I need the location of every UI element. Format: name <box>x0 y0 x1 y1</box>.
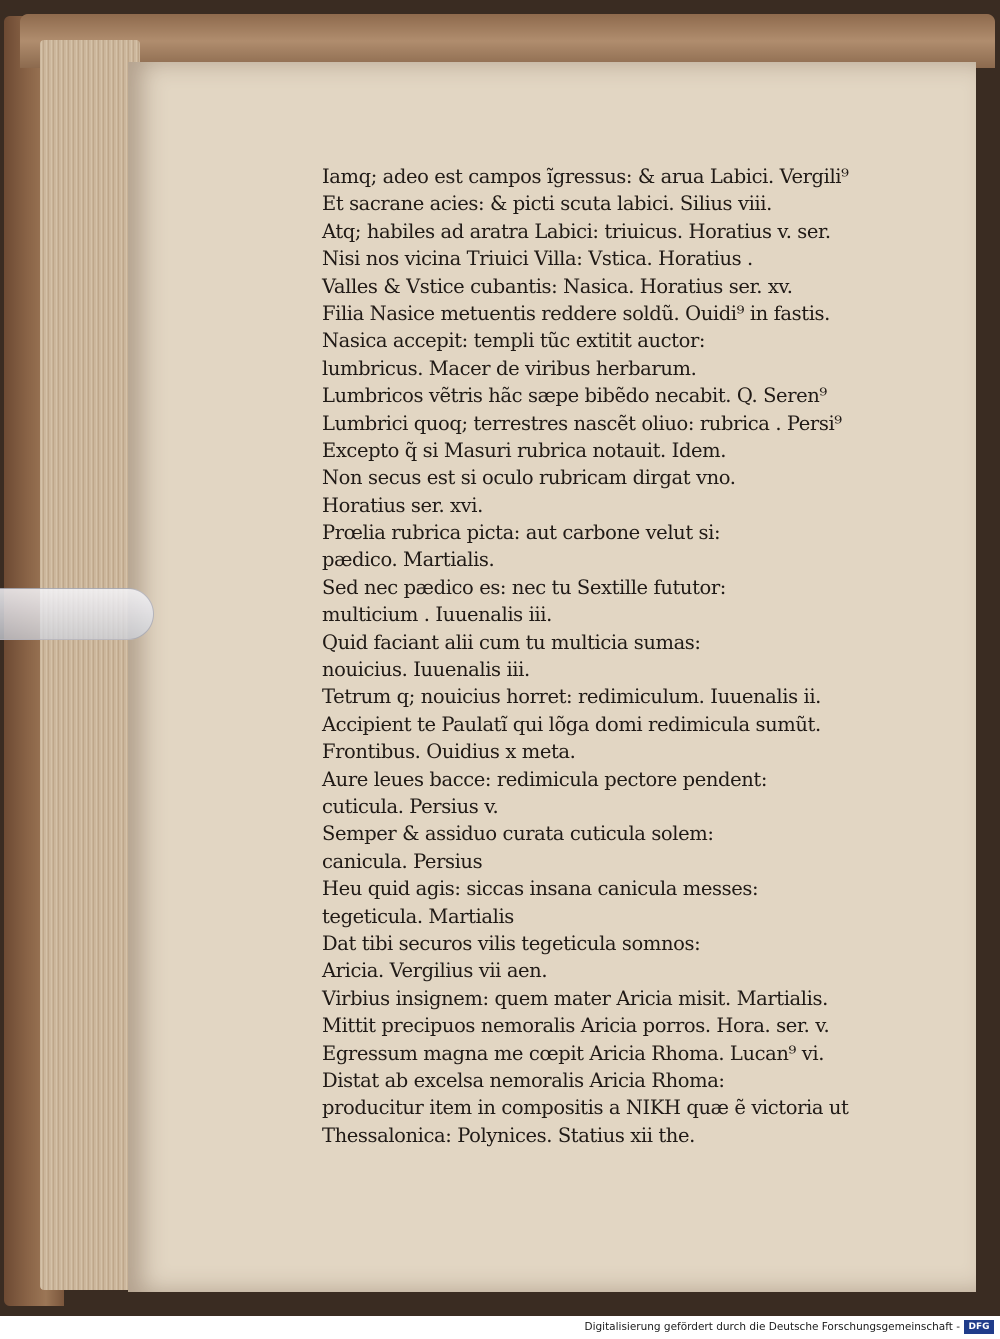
text-line: Mittit precipuos nemoralis Aricia porros. Hora. ser. v. <box>322 1014 830 1038</box>
text-line: lumbricus. Macer de viribus herbarum. <box>322 356 697 380</box>
text-line: Sed nec pædico es: nec tu Sextille fututor: <box>322 575 726 599</box>
funding-credit: Digitalisierung gefördert durch die Deutsche Forschungsgemeinschaft - <box>584 1321 960 1333</box>
text-line: Semper & assiduo curata cuticula solem: <box>322 822 714 846</box>
text-line: Nasica accepit: templi tũc extitit auctor: <box>322 329 706 353</box>
text-line: Quid faciant alii cum tu multicia sumas: <box>322 630 701 654</box>
text-line: nouicius. Iuuenalis iii. <box>322 658 530 682</box>
text-line: Aure leues bacce: redimicula pectore pendent: <box>322 767 768 791</box>
text-line: Frontibus. Ouidius x meta. <box>322 740 576 764</box>
dfg-logo[interactable]: DFG <box>964 1320 994 1334</box>
text-line: Iamq; adeo est campos ĩgressus: & arua Labici. Vergili⁹ <box>322 165 849 188</box>
text-line: Atq; habiles ad aratra Labici: triuicus. Horatius v. ser. <box>322 219 831 243</box>
text-line: Et sacrane acies: & picti scuta labici. Silius viii. <box>322 192 772 216</box>
text-line: Distat ab excelsa nemoralis Aricia Rhoma: <box>322 1068 725 1092</box>
text-line: tegeticula. Martialis <box>322 904 514 928</box>
page-edges <box>40 40 140 1290</box>
text-line: Egressum magna me cœpit Aricia Rhoma. Lucan⁹ vi. <box>322 1041 825 1065</box>
text-line: Non secus est si oculo rubricam dirgat vno. <box>322 466 736 490</box>
text-line: Aricia. Vergilius vii aen. <box>322 959 548 983</box>
text-line: Accipient te Paulatĩ qui lõga domi redimicula sumũt. <box>322 712 821 736</box>
text-line: Nisi nos vicina Triuici Villa: Vstica. Horatius . <box>322 247 753 271</box>
text-line: producitur item in compositis a ΝΙΚΗ quæ ẽ victoria ut <box>322 1096 849 1120</box>
text-line: Excepto q̃ si Masuri rubrica notauit. Idem. <box>322 438 727 462</box>
text-line: Lumbricos vẽtris hãc sæpe bibẽdo necabit. Q. Seren⁹ <box>322 384 827 408</box>
text-line: Prœlia rubrica picta: aut carbone velut si: <box>322 521 721 545</box>
text-line: cuticula. Persius v. <box>322 794 499 818</box>
text-line: Tetrum q; nouicius horret: redimiculum. Iuuenalis ii. <box>322 685 821 709</box>
text-line: multicium . Iuuenalis iii. <box>322 603 552 627</box>
text-line: Thessalonica: Polynices. Statius xii the. <box>322 1123 695 1147</box>
text-line: pædico. Martialis. <box>322 548 495 572</box>
book-cover-top <box>20 14 995 68</box>
text-line: canicula. Persius <box>322 849 483 873</box>
footer-bar <box>0 1316 1000 1339</box>
text-line: Filia Nasice metuentis reddere soldũ. Ouidi⁹ in fastis. <box>322 301 830 325</box>
text-line: Lumbrici quoq; terrestres nascẽt oliuo: rubrica . Persi⁹ <box>322 411 842 435</box>
page-holder-ruler <box>0 588 154 640</box>
text-line: Virbius insignem: quem mater Aricia misit. Martialis. <box>322 986 828 1010</box>
text-line: Valles & Vstice cubantis: Nasica. Horatius ser. xv. <box>322 274 793 298</box>
text-line: Dat tibi securos vilis tegeticula somnos: <box>322 931 701 955</box>
page-text <box>322 163 882 1149</box>
text-line: Heu quid agis: siccas insana canicula messes: <box>322 877 759 901</box>
text-line: Horatius ser. xvi. <box>322 493 483 517</box>
